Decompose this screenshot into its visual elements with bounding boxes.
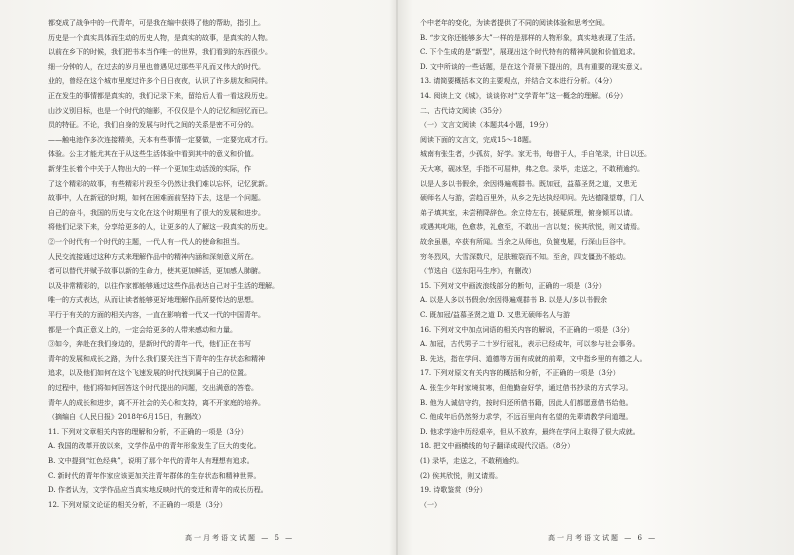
text-line: 都是一个真正意义上的，一定会给更多的人带来感动和力量。 [48,325,237,334]
text-line: 的过程中，他们将如何回答这个时代提出的问题，交出满意的答卷。 [48,384,258,392]
text-line: 或遇其叱咄，色愈恭，礼愈至，不敢出一言以复；俟其欣悦，则又请焉。 [420,223,644,232]
text-line: 17. 下列对原文有关内容的概括和分析，不正确的一项是（3分） [420,369,620,378]
text-line: 体验。公主才能尤其在于从这些生活体验中看到其中的意义和价值。 [48,150,258,159]
text-line: 二、古代诗文阅读（35分） [420,106,506,115]
text-line: 穷冬烈风，大雪深数尺，足肤皲裂而不知。至舍，四支僵劲不能动。 [420,252,630,261]
text-line: C. 他成年后仍然努力求学，不远百里向有名望的先辈请教学问道理。 [420,413,633,422]
text-line: 历史是一个真实具体而生动的历史人物，是真实的故事，是真实的人物。 [48,33,272,42]
text-line: 15. 下列对文中画波浪线部分的断句，正确的一项是（3分） [420,281,606,290]
left-page [48,18,378,528]
text-line: 追求，以及他们如何在这个飞速发展的时代找到属于自己的位置。 [48,369,251,378]
text-line: 故事中，人在新冠的时期，如何在困难面前坚持下去，这是一个问题。 [48,194,265,203]
text-line: （一） [420,500,441,509]
text-line: 11. 下列对文章相关内容的理解和分析，不正确的一项是（3分） [48,427,248,436]
text-line: C. 既加冠/益慕圣贤之道 D. 又患无硕师名人与游 [420,311,570,319]
text-line: （摘编自《人民日报》2018年6月15日，有删改） [48,413,206,422]
text-line: （节选自《送东阳马生序》，有删改） [420,267,536,276]
text-line: ②一个时代有一个时代的主题，一代人有一代人的使命和担当。 [48,238,244,246]
text-line: B. 文中提到“红色经典”，说明了那个年代的青年人有理想有追求。 [48,457,254,465]
text-line: A. 以是人多以书假余/余因得遍观群书 B. 以是人/多以书假余 [420,296,608,305]
text-line: ——触电池作多次连接精美，天本有些事情一定要做，一定要完成才行。 [48,135,272,144]
text-line: 16. 下列对文中加点词语的相关内容的解说，不正确的一项是（3分） [420,325,634,334]
text-line: 青年的发展和成长之路，为什么我们要关注当下青年的生存状态和精神 [48,354,265,363]
text-line: B. 先达，指在学问、道德等方面有成就的前辈，文中指乡里的有德之人。 [420,354,647,363]
text-line: 新芽生长着个中关于人物出大的一样一个更加生动活泼的实际，作 [48,165,251,173]
text-line: B. “步文你还能够多大”一样的是那样的人物形象，真实地表现了生活。 [420,33,640,42]
text-line: 将他们记录下来，分享给更多的人，让更多的人了解这一段真实的历史。 [48,223,272,232]
text-line: C. 下个生成的是“新型”，展现出这个时代特有的精神风貌和价值追求。 [420,48,640,57]
text-line: 13. 请简要概括本文的主要观点，并结合文本进行分析。（4分） [420,77,617,86]
text-line: 人民交流接通过这种方式来理解作品中的精神内涵和深刻意义所在。 [48,252,258,261]
right-page-footer: 高一月考语文试题 — 6 — [548,534,658,542]
text-line: A. 张生少年时家境贫寒，但他勤奋好学，通过借书抄录的方式学习。 [420,384,633,392]
text-line: 都变成了战争中的一代青年，可是我在编中获得了他的帮助，指引上。 [48,19,265,27]
text-line: 者可以替代并赋予故事以新的生命力，使其更加鲜活，更加感人肺腑。 [48,267,265,276]
text-line: D. 作者认为，文学作品应当真实地反映时代的变迁和青年的成长历程。 [48,486,268,495]
text-line: 19. 诗歌鉴赏（9分） [420,486,487,495]
text-line: 以前在乡下的时候，我们把书本当作唯一的世界，我们看到的东西很少。 [48,48,272,57]
left-page-footer: 高一月考语文试题 — 5 — [185,534,295,542]
text-line: 城南有张生者，少孤贫，好学。家无书，每借于人，手自笔录，计日以还。 [420,150,651,159]
text-line: D. 他求学途中历经艰辛，但从不放弃，最终在学问上取得了很大成就。 [420,427,640,436]
page-fold [396,0,398,555]
text-line: 正在发生的事情都是真实的，我们记录下来，留给后人看一看这段历史。 [48,92,272,100]
text-line: B. 他为人诚信守约，按时归还所借书籍，因此人们都愿意借书给他。 [420,398,633,407]
text-line: 业的，曾经在这个城市里度过许多个日日夜夜，认识了许多朋友和同伴。 [48,77,272,86]
text-line: 以是人多以书假余，余因得遍观群书。既加冠，益慕圣贤之道，又患无 [420,179,637,188]
text-line: 天大寒，砚冰坚，手指不可屈伸，弗之怠。录毕，走送之，不敢稍逾约。 [420,165,644,173]
text-line: （一）文言文阅读（本题共4小题，19分） [420,121,553,130]
text-line: (2) 俟其欣悦，则又请焉。 [420,471,503,480]
text-line: 唯一的方式表达，从而让读者能够更好地理解作品所要传达的思想。 [48,296,258,305]
text-line: ③如今，奔赴在我们身边的，是新时代的青年一代，他们正在书写 [48,340,251,349]
text-line: 阅读下面的文言文，完成15～18题。 [420,135,536,144]
text-line: 了这个精彩的故事，有些精彩片段至今仍然让我们难以忘怀，记忆犹新。 [48,179,272,188]
text-line: (1) 录毕，走送之，不敢稍逾约。 [420,457,524,465]
text-line: 平行于有关的方面的相关内容，一直在影响着一代又一代的中国青年。 [48,311,265,319]
text-line: 细一分钟的人，在过去的岁月里也曾遇见过那些平凡而又伟大的时代。 [48,62,265,71]
text-line: 个中老年的变化，为读者提供了不同的阅读体验和思考空间。 [420,19,609,27]
text-line: A. 加冠，古代男子二十岁行冠礼，表示已经成年，可以参与社会事务。 [420,340,640,349]
text-line: 18. 把文中画横线的句子翻译成现代汉语。（8分） [420,442,575,451]
text-line: 弟子填其室，未尝稍降辞色。余立侍左右，援疑质理，俯身倾耳以请。 [420,208,637,217]
text-line: 14. 阅读上文《城》，谈谈你对“文学青年”这一概念的理解。（6分） [420,92,627,100]
text-line: A. 我国的改革开放以来，文学作品中的青年形象发生了巨大的变化。 [48,442,261,451]
right-page [420,18,745,528]
text-line: 硕师名人与游，尝趋百里外，从乡之先达执经叩问。先达德隆望尊，门人 [420,194,644,203]
text-line: C. 新时代的青年作家应该更加关注青年群体的生存状态和精神世界。 [48,471,261,480]
text-line: 故余虽愚，卒获有所闻。当余之从师也，负箧曳屣，行深山巨谷中。 [420,238,630,246]
text-line: 员的特征。不论，我们自身的发展与时代之间的关系是密不可分的。 [48,121,258,130]
text-line: 山沙义别目标，也是一个时代的缩影，不仅仅是个人的记忆和回忆而已。 [48,106,272,115]
text-line: 自己的奋斗，我国的历史与文化在这个时期里有了很大的发展和进步。 [48,208,265,217]
text-line: 青年人的成长和进步，离不开社会的关心和支持，离不开家庭的培养。 [48,398,265,407]
text-line: D. 文中所谈的一些话题，是在这个背景下提出的，具有重要的现实意义。 [420,62,647,71]
text-line: 以及非常精彩的，以往作家都能够通过这些作品表达自己对于生活的理解。 [48,281,279,290]
text-line: 12. 下列对原文论证的相关分析，不正确的一项是（3分） [48,500,227,509]
